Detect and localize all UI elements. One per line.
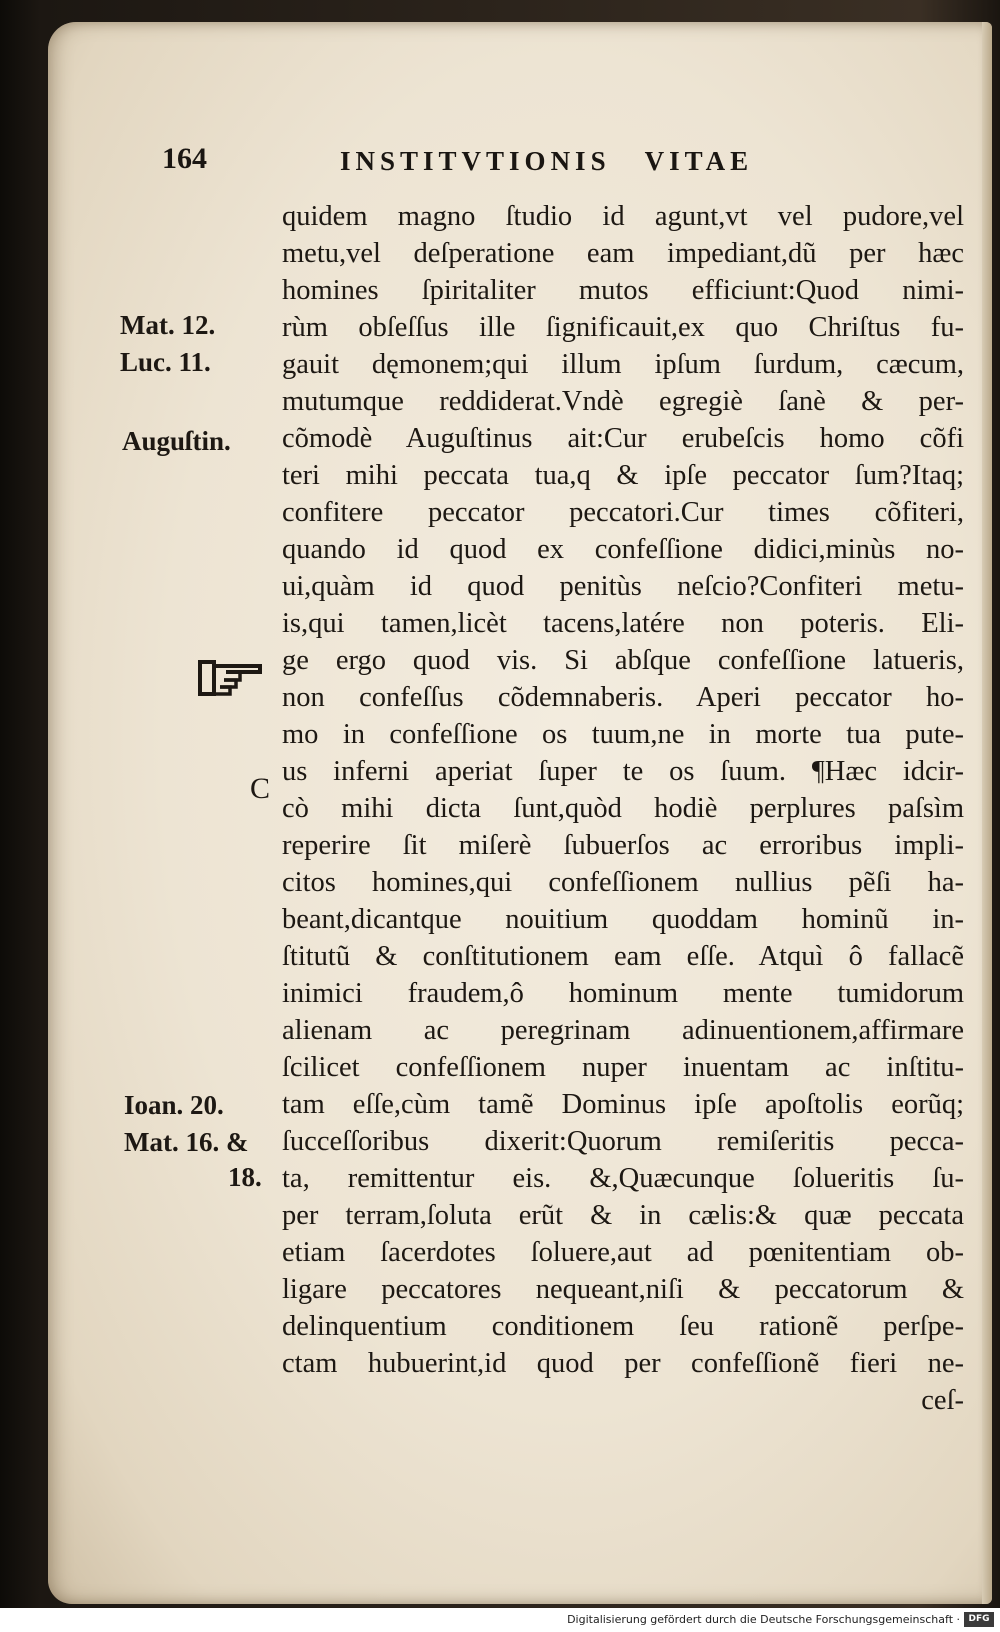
running-head-right: VITAE <box>644 146 754 176</box>
text-line: ſcilicet confeſſionem nuper inuentam ac inſtitu- <box>282 1052 964 1083</box>
text-line: confitere peccator peccatori.Cur times cõfiteri, <box>282 497 964 528</box>
footer-bar <box>0 1608 1000 1632</box>
text-line: ſtitutũ & conſtitutionem eam eſſe. Atquì ô fallacẽ <box>282 941 964 972</box>
text-line: rùm obſeſſus ille ſignificauit,ex quo Chriſtus fu- <box>282 312 964 343</box>
page-edge <box>982 22 992 1604</box>
text-line: delinquentium conditionem ſeu rationẽ perſpe- <box>282 1311 964 1342</box>
margin-note-luc11: Luc. 11. <box>120 347 211 377</box>
text-line: inimici fraudem,ô hominum mente tumidorum <box>282 978 964 1009</box>
text-line: is,qui tamen,licèt tacens,latére non poteris. Eli- <box>282 608 964 639</box>
text-line: us inferni aperiat ſuper te os ſuum. ¶Hæc idcir- <box>282 756 964 787</box>
body-text <box>282 198 964 1419</box>
text-line: non confeſſus cõdemnaberis. Aperi peccator ho- <box>282 682 964 713</box>
text-line: teri mihi peccata tua,q & ipſe peccator ſum?Itaq; <box>282 460 964 491</box>
pointing-hand-icon <box>196 654 266 700</box>
text-line: ſucceſſoribus dixerit:Quorum remiſeritis pecca- <box>282 1126 964 1157</box>
text-line: ta, remittentur eis. &,Quæcunque ſolueritis ſu- <box>282 1163 964 1194</box>
margin-note-mat12: Mat. 12. <box>120 310 216 340</box>
text-line: citos homines,qui confeſſionem nullius pẽſi ha- <box>282 867 964 898</box>
text-line: cò mihi dicta ſunt,quòd hodiè perplures paſsìm <box>282 793 964 824</box>
running-head-left: INSTITVTIONIS <box>340 146 611 176</box>
text-line: ctam hubuerint,id quod per confeſſionẽ fieri ne- <box>282 1348 964 1379</box>
text-line: tam eſſe,cùm tamẽ Dominus ipſe apoſtolis eorũq; <box>282 1089 964 1120</box>
text-line: mutumque reddiderat.Vndè egregiè ſanè & per- <box>282 386 964 417</box>
margin-note-num18: 18. <box>228 1162 262 1192</box>
funding-credit: Digitalisierung gefördert durch die Deutsche Forschungsgemeinschaft · <box>567 1613 960 1626</box>
catchword: ceſ- <box>921 1385 964 1416</box>
text-line: beant,dicantque nouitium quoddam hominũ in- <box>282 904 964 935</box>
text-line: metu,vel deſperatione eam impediant,dũ per hæc <box>282 238 964 269</box>
dfg-logo: DFG <box>964 1612 994 1627</box>
text-line: quando id quod ex confeſſione didici,minùs no- <box>282 534 964 565</box>
text-line: reperire ſit miſerè ſubuerſos ac erroribus impli- <box>282 830 964 861</box>
text-line: etiam ſacerdotes ſoluere,aut ad pœnitentiam ob- <box>282 1237 964 1268</box>
text-line: gauit dęmonem;qui illum ipſum ſurdum, cæcum, <box>282 349 964 380</box>
section-letter: C <box>250 772 271 805</box>
text-line: mo in confeſſione os tuum,ne in morte tua pute- <box>282 719 964 750</box>
margin-note-mat16: Mat. 16. & <box>124 1127 249 1157</box>
running-head <box>340 146 753 177</box>
text-line: cõmodè Auguſtinus ait:Cur erubeſcis homo cõfi <box>282 423 964 454</box>
text-line: ligare peccatores nequeant,niſi & peccatorum & <box>282 1274 964 1305</box>
page-header <box>162 138 842 188</box>
text-line: per terram,ſoluta erũt & in cælis:& quæ peccata <box>282 1200 964 1231</box>
margin-note-augustin: Auguſtin. <box>122 426 231 456</box>
text-line: homines ſpiritaliter mutos efficiunt:Quod nimi- <box>282 275 964 306</box>
margin-note-joan20: Ioan. 20. <box>124 1090 224 1120</box>
text-line: ui,quàm id quod penitùs neſcio?Confiteri metu- <box>282 571 964 602</box>
page-number: 164 <box>162 142 207 175</box>
text-line: quidem magno ſtudio id agunt,vt vel pudore,vel <box>282 201 964 232</box>
text-line: alienam ac peregrinam adinuentionem,affirmare <box>282 1015 964 1046</box>
text-line: ge ergo quod vis. Si abſque confeſſione latueris, <box>282 645 964 676</box>
